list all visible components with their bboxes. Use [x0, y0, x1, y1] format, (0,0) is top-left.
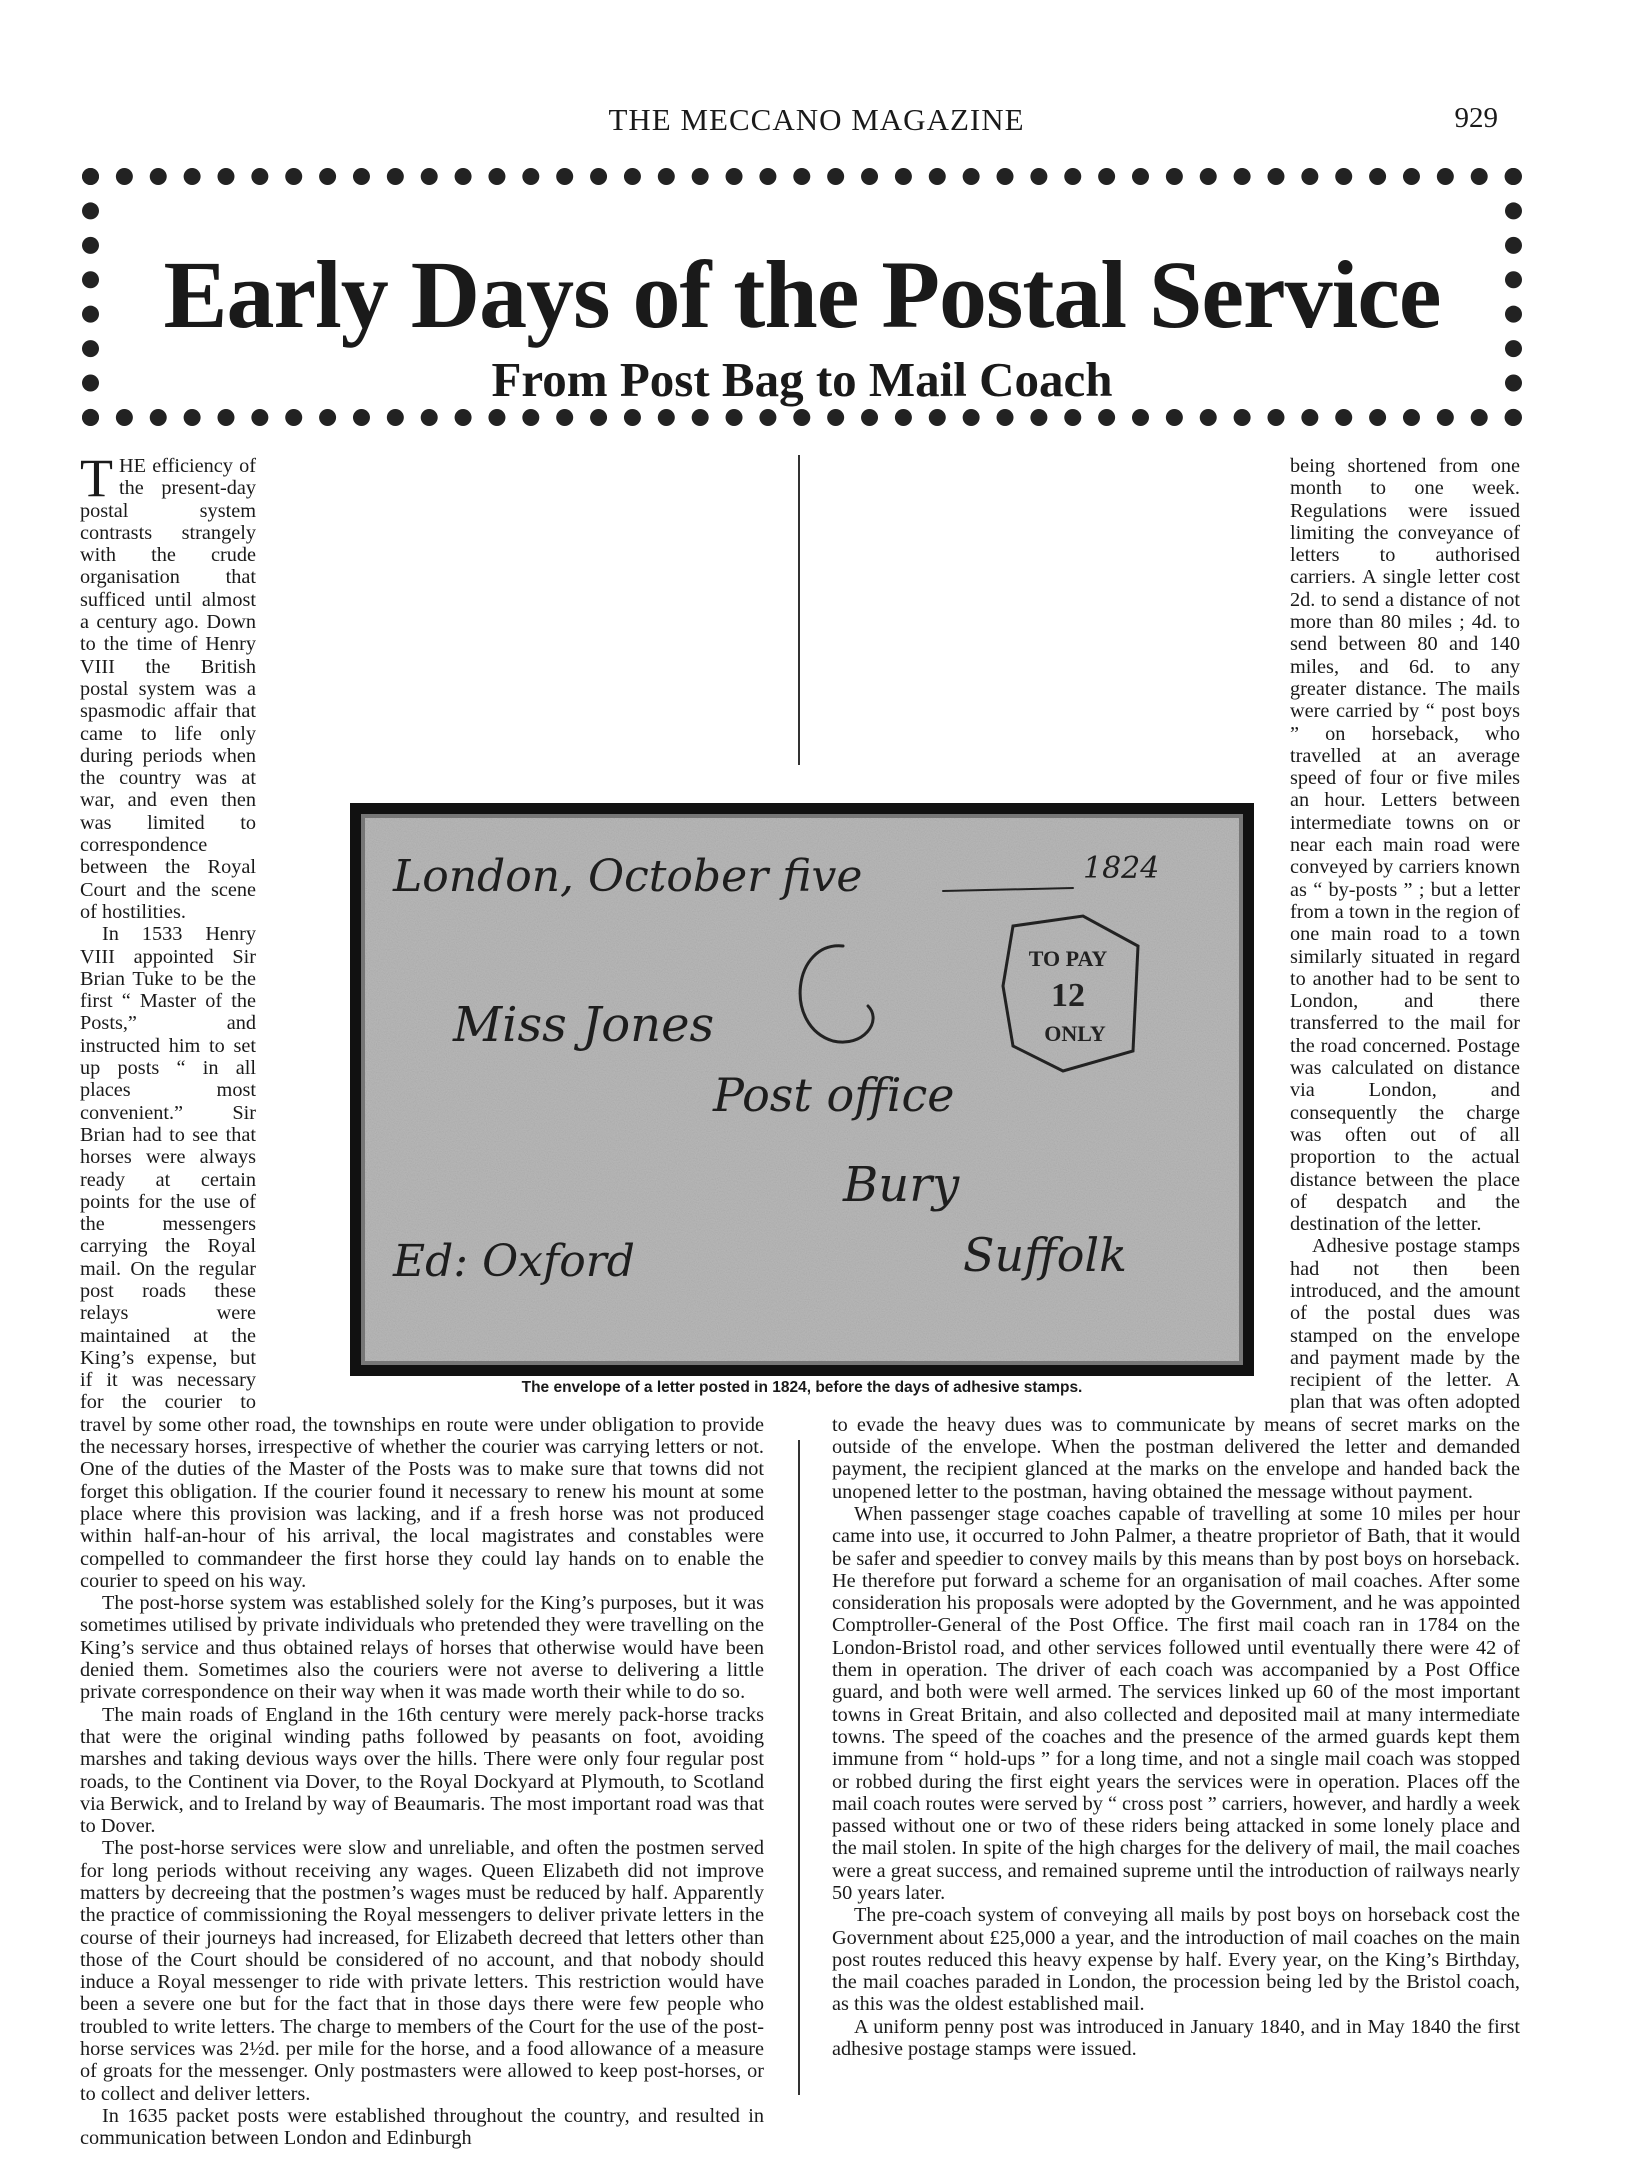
figure-caption: The envelope of a letter posted in 1824, before the days of adhesive stamps.: [521, 1379, 1083, 1396]
stamp-line-3: ONLY: [1044, 1021, 1106, 1046]
handwritten-addressee: Miss Jones: [453, 997, 715, 1053]
stamp-line-2: 12: [1051, 977, 1085, 1014]
paragraph: being shortened from one month to one week. Regulations were issued limiting the conveyance of letters to authorised carriers. A single letter cost 2d. to send a distance of not more than 80 miles ; 4d. to send between 80 and 140 miles, and 6d. to any greater distance. The mails were carried by “ post boys ” on horseback, who travelled at an average speed of four or five miles an hour. Letters between intermediate towns on or near each main road were conveyed by carriers known as “ by-posts ” ; but a letter from a town in the region of one main road to a town similarly situated in regard to another had to be sent to London, and there transferred to the mail for the road concerned. Postage was calculated on distance via London, and consequently the charge was often out of all proportion to the actual distance between the place of despatch and the destination of the letter.: [1290, 455, 1520, 1236]
paragraph: In 1635 packet posts were established throughout the country, and resulted in communication between London and Edinburgh: [80, 2104, 764, 2150]
handwritten-signature: Ed: Oxford: [393, 1236, 635, 1287]
handwritten-year: 1824: [1083, 851, 1160, 886]
stamp-line-1: TO PAY: [1028, 946, 1108, 971]
handwritten-town: Bury: [843, 1157, 960, 1213]
paragraph: THE efficiency of the present-day postal system contrasts strangely with the crude organisation that sufficed until almost a century ago. Down to the time of Henry VIII the British postal system was a spasmodic affair that came to life only during periods when the country was at war, and even then was limited to correspondence between the Royal Court and the scene of hostilities.: [80, 448, 256, 923]
handwritten-dateline: London, October five: [393, 851, 863, 902]
drop-cap: T: [80, 448, 113, 508]
column-rule: [798, 455, 800, 765]
paragraph: The pre-coach system of conveying all mails by post boys on horseback cost the Government about £25,000 a year, and the introduction of mail coaches on the main post routes reduced this heavy expense by half. Every year, on the King’s Birthday, the mail coaches paraded in London, the procession being led by the Bristol coach, as this was the oldest established mail.: [832, 1904, 1520, 2016]
envelope-figure: [350, 803, 1254, 1399]
envelope-photo: [363, 816, 1241, 1363]
handwritten-post-office: Post office: [713, 1068, 955, 1122]
running-title: THE MECCANO MAGAZINE: [608, 102, 1025, 137]
paragraph: In 1533 Henry VIII appointed Sir Brian Tuke to be the first “ Master of the Posts,” and instructed him to set up posts “ in all places most convenient.” Sir Brian had to see that horses were always ready at certain points for the use of the messengers carrying the Royal mail. On the regular post roads these relays were maintained at the King’s expense, but if it was necessary for the courier to travel by some other road, the townships en route were under obligation to provide the necessary horses, irrespective of whether the courier was carrying letters or not. One of the duties of the Master of the Posts was to make sure that towns did not forget this obligation. If the courier found it necessary to renew his mount at some place where this provision was lacking, and if a fresh horse was not produced within half-an-hour of his arrival, the local magistrates and constables were compelled to commandeer the first horse they could lay hands on to enable the courier to speed on his way.: [80, 923, 764, 1592]
paragraph: When passenger stage coaches capable of travelling at some 10 miles per hour came into use, it occurred to John Palmer, a theatre proprietor of Bath, that it would be safer and speedier to convey mails by this means than by post boys on horseback. He therefore put forward a scheme for an organisation of mail coaches. After some consideration his proposals were adopted by the Government, and he was appointed Comptroller-General of the Post Office. The first mail coach ran in 1784 on the London-Bristol road, and other services followed until eventually there were 42 of them in operation. The driver of each coach was accompanied by a Post Office guard, and both were well armed. The services linked up 60 of the most important towns in Great Britain, and also collected and deposited mail at many intermediate towns. The speed of the coaches and the presence of the armed guards kept them immune from “ hold-ups ” for a long time, and not a single mail coach was stopped or robbed during the first eight years the services were in operation. Places off the mail coach routes were served by “ cross post ” carriers, however, and hardly a week passed without one or two of these riders being attacked in some lonely place and the mail stolen. In spite of the high charges for the delivery of mail, the mail coaches were a great success, and remained supreme until the introduction of railways nearly 50 years later.: [832, 1502, 1520, 1904]
figure-frame: [350, 803, 1254, 1376]
paragraph: The main roads of England in the 16th century were merely pack-horse tracks that were the original winding paths followed by peasants on foot, avoiding marshes and taking devious ways over the hills. There were only four regular post roads, to the Continent via Dover, to the Royal Dockyard at Plymouth, to Scotland via Berwick, and to Ireland by way of Beaumaris. The most important road was that to Dover.: [80, 1703, 764, 1838]
title-box: [82, 168, 1522, 426]
paragraph: The post-horse system was established solely for the King’s purposes, but it was sometimes utilised by private individuals who pretended they were travelling on the King’s service and thus obtained relays of horses that otherwise would have been denied them. Sometimes also the couriers were not averse to delivering a little private correspondence on their way when it was made worth their while to do so.: [80, 1592, 764, 1704]
paragraph: Adhesive postage stamps had not then been introduced, and the amount of the postal dues was stamped on the envelope and payment made by the recipient of the letter. A plan that was often adopted to evade the heavy dues was to communicate by means of secret marks on the outside of the envelope. When the postman delivered the letter and demanded payment, the recipient glanced at the marks on the envelope and handed back the unopened letter to the postman, having obtained the message without payment.: [832, 1235, 1520, 1503]
page-header: [0, 102, 1633, 142]
page-number: 929: [1454, 102, 1498, 134]
column-rule: [798, 1440, 800, 2095]
article-subtitle: From Post Bag to Mail Coach: [491, 352, 1113, 407]
paragraph: A uniform penny post was introduced in January 1840, and in May 1840 the first adhesive postage stamps were issued.: [832, 2015, 1520, 2061]
paragraph: The post-horse services were slow and unreliable, and often the postmen served for long periods without receiving any wages. Queen Elizabeth did not improve matters by decreeing that the postmen’s wages must be reduced by half. Apparently the practice of commissioning the Royal messengers to deliver private letters in the course of their journeys had increased, for Elizabeth decreed that letters other than those of the Court should be considered of no account, and that nobody should induce a Royal messenger to ride with private letters. This restriction would have been a severe one but for the fact that in those days there were few people who troubled to write letters. The charge to members of the Court for the use of the post-horse services was 2½d. per mile for the horse, and a food allowance of a measure of groats for the messenger. Only postmasters were allowed to keep post-horses, or to collect and deliver letters.: [80, 1837, 764, 2105]
article-title: Early Days of the Postal Service: [163, 241, 1441, 348]
handwritten-county: Suffolk: [963, 1228, 1128, 1282]
